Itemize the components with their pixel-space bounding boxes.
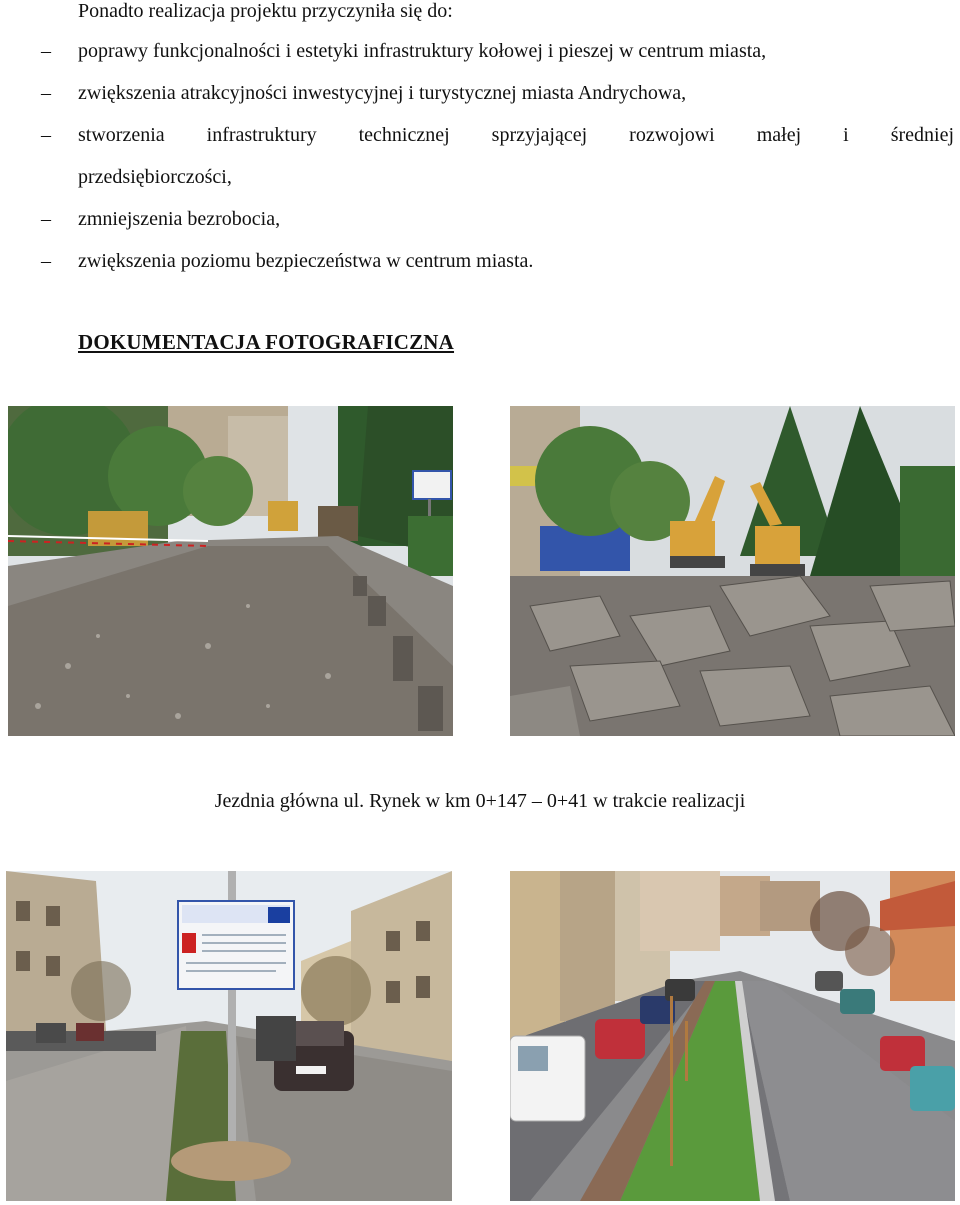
bullet-dash: – [41,208,51,230]
list-item [0,114,960,156]
bullet-dash: – [41,124,51,146]
photo-caption: Jezdnia główna ul. Rynek w km 0+147 – 0+41 w trakcie realizacji [214,790,746,812]
list-item [0,240,960,282]
intro-text: Ponadto realizacja projektu przyczyniła się do: [78,0,453,22]
section-heading: DOKUMENTACJA FOTOGRAFICZNA [78,330,455,354]
list-item [0,72,960,114]
photo-finished-street-median [510,871,955,1201]
list-item [0,30,960,72]
bullet-dash: – [41,250,51,272]
bullet-text: zwiększenia atrakcyjności inwestycyjnej i turystycznej miasta Andrychowa, [78,82,687,104]
photo-broken-asphalt [510,406,955,736]
photo-finished-street-board [6,871,452,1201]
list-item [0,198,960,240]
photo-street-reconstruction [8,406,453,736]
bullet-dash: – [41,82,51,104]
bullet-text: zmniejszenia bezrobocia, [78,208,281,230]
bullet-continuation: przedsiębiorczości, [78,166,232,188]
bullet-dash: – [41,40,51,62]
bullet-text: stworzenia infrastruktury technicznej sprzyjającej rozwojowi małej i średniej [78,124,954,146]
bullet-text: zwiększenia poziomu bezpieczeństwa w centrum miasta. [78,250,534,272]
bullet-text: poprawy funkcjonalności i estetyki infrastruktury kołowej i pieszej w centrum miasta, [78,40,767,62]
